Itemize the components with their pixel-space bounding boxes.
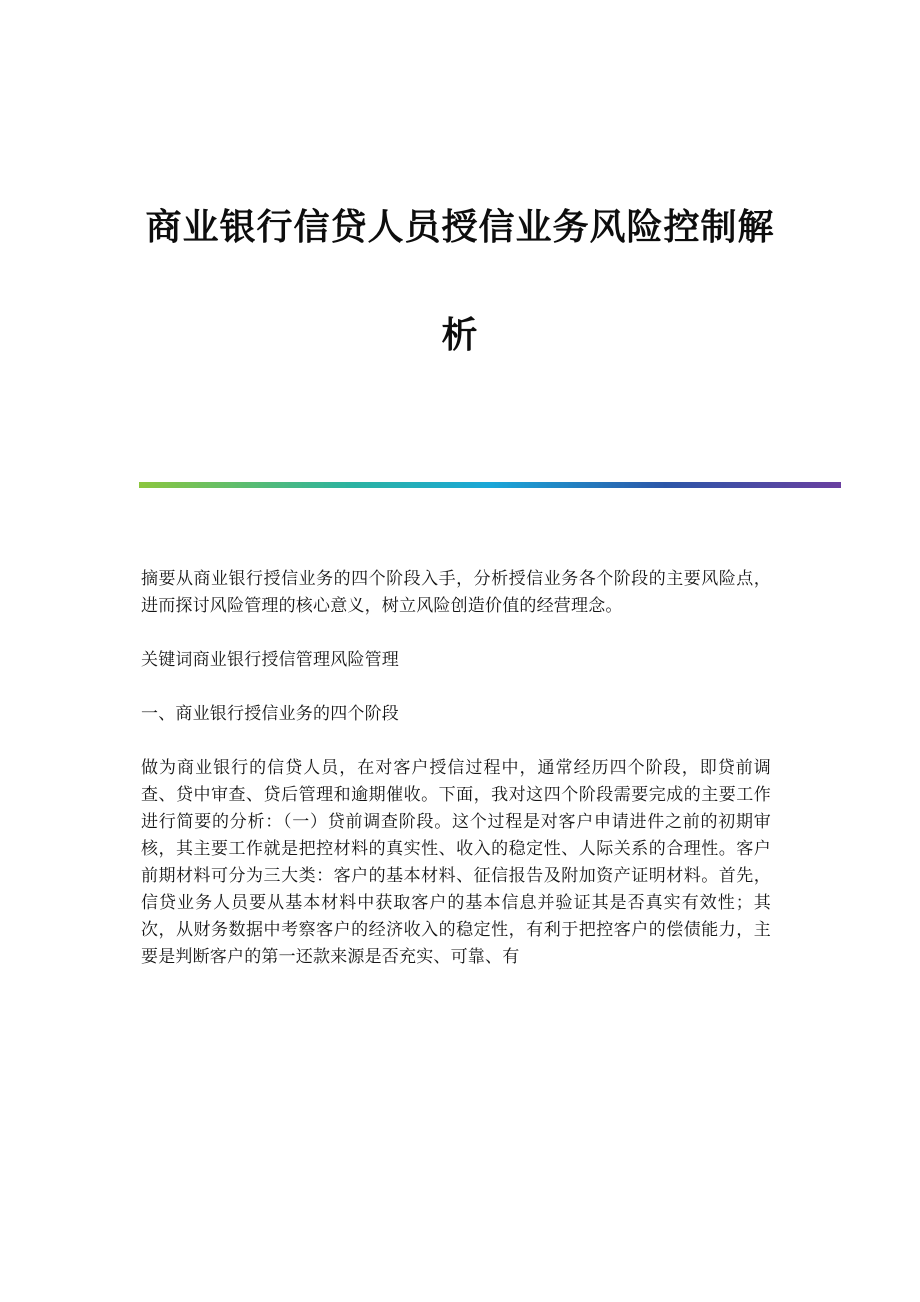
section-heading: 一、商业银行授信业务的四个阶段 [141,704,399,724]
keywords-paragraph: 关键词商业银行授信管理风险管理 [141,650,399,670]
document-body [141,566,771,998]
title-line-2: 析 [441,315,479,356]
body-paragraph: 做为商业银行的信贷人员，在对客户授信过程中，通常经历四个阶段，即贷前调查、贷中审查、贷后管理和逾期催收。下面，我对这四个阶段需要完成的主要工作进行简要的分析：（一）贷前调查阶段。这个过程是对客户申请进件之前的初期审核，其主要工作就是把控材料的真实性、收入的稳定性、人际关系的合理性。客户前期材料可分为三大类：客户的基本材料、征信报告及附加资产证明材料。首先，信贷业务人员要从基本材料中获取客户的基本信息并验证其是否真实有效性；其次，从财务数据中考察客户的经济收入的稳定性，有利于把控客户的偿债能力，主要是判断客户的第一还款来源是否充实、可靠、有 [141,758,771,967]
document-title [0,206,920,358]
title-line-1: 商业银行信贷人员授信业务风险控制解 [145,207,775,248]
gradient-divider [139,482,841,488]
abstract-paragraph: 摘要从商业银行授信业务的四个阶段入手，分析授信业务各个阶段的主要风险点，进而探讨风险管理的核心意义，树立风险创造价值的经营理念。 [141,569,771,616]
